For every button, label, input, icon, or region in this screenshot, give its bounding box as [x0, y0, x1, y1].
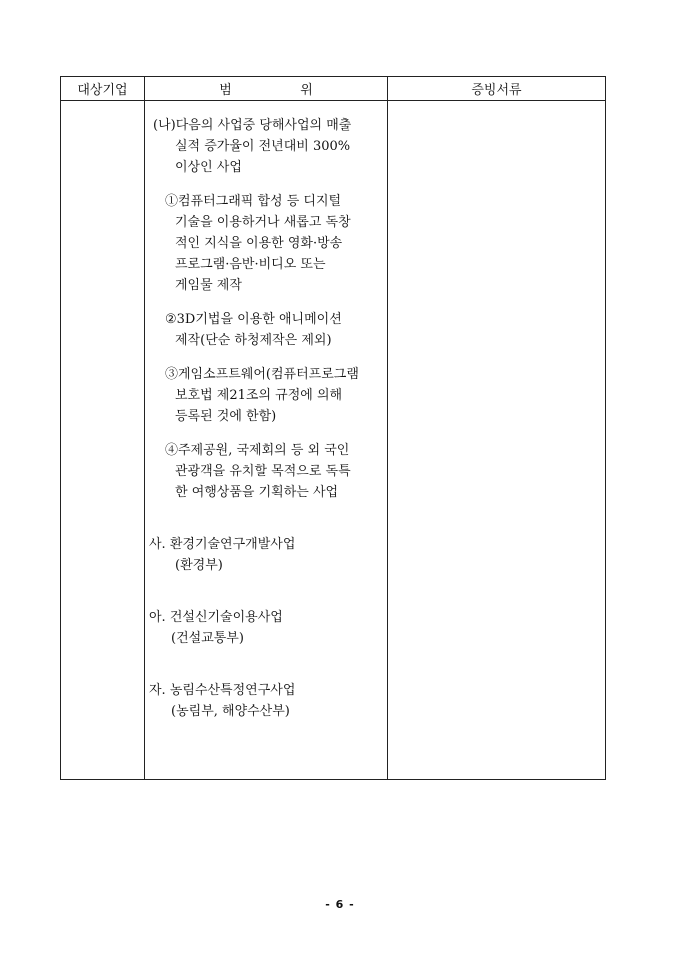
page-number: - 6 - [325, 898, 355, 911]
item-line: 프로그램·음반·비디오 또는 [175, 257, 326, 272]
item-line: ③게임소프트웨어(컴퓨터프로그램 [165, 367, 359, 382]
intro-paragraph [149, 115, 384, 178]
list-item [149, 191, 384, 296]
item-line: 관광객을 유치할 목적으로 독특 [175, 464, 351, 479]
header-evidence-documents: 증빙서류 [388, 77, 606, 101]
header-target-company: 대상기업 [61, 77, 145, 101]
item-line: 보호법 제21조의 규정에 의해 [175, 388, 343, 403]
header-range-char-2: 위 [300, 83, 313, 98]
table-body-row [61, 101, 606, 780]
item-line: 적인 지식을 이용한 영화·방송 [175, 236, 343, 251]
section-environment [149, 534, 384, 576]
target-company-cell [61, 101, 145, 780]
item-line: 게임물 제작 [175, 278, 242, 293]
evidence-documents-cell [388, 101, 606, 780]
list-item [149, 309, 384, 351]
section-title: 자. 농림수산특정연구사업 [149, 683, 296, 698]
section-title: 아. 건설신기술이용사업 [149, 610, 283, 625]
section-title: 사. 환경기술연구개발사업 [149, 537, 296, 552]
header-range [145, 77, 388, 101]
range-cell [145, 101, 388, 780]
item-line: ②3D기법을 이용한 애니메이션 [165, 312, 342, 327]
item-line: ①컴퓨터그래픽 합성 등 디지털 [165, 194, 342, 209]
section-ministry: (건설교통부) [171, 631, 244, 646]
header-range-char-1: 범 [219, 83, 232, 98]
intro-line: 실적 증가율이 전년대비 300% [175, 139, 351, 154]
item-line: ④주제공원, 국제회의 등 외 국인 [165, 443, 350, 458]
intro-line: 이상인 사업 [175, 160, 242, 175]
intro-line: (나)다음의 사업중 당해사업의 매출 [153, 118, 352, 133]
item-line: 기술을 이용하거나 새롭고 독창 [175, 215, 351, 230]
item-line: 한 여행상품을 기획하는 사업 [175, 485, 339, 500]
section-ministry: (환경부) [175, 558, 223, 573]
list-item [149, 440, 384, 503]
table-header-row [61, 77, 606, 101]
item-line: 제작(단순 하청제작은 제외) [175, 333, 332, 348]
eligibility-table [60, 76, 606, 780]
section-agriculture [149, 680, 384, 722]
item-line: 등록된 것에 한함) [175, 409, 277, 424]
section-construction [149, 607, 384, 649]
list-item [149, 364, 384, 427]
section-ministry: (농림부, 해양수산부) [171, 704, 290, 719]
